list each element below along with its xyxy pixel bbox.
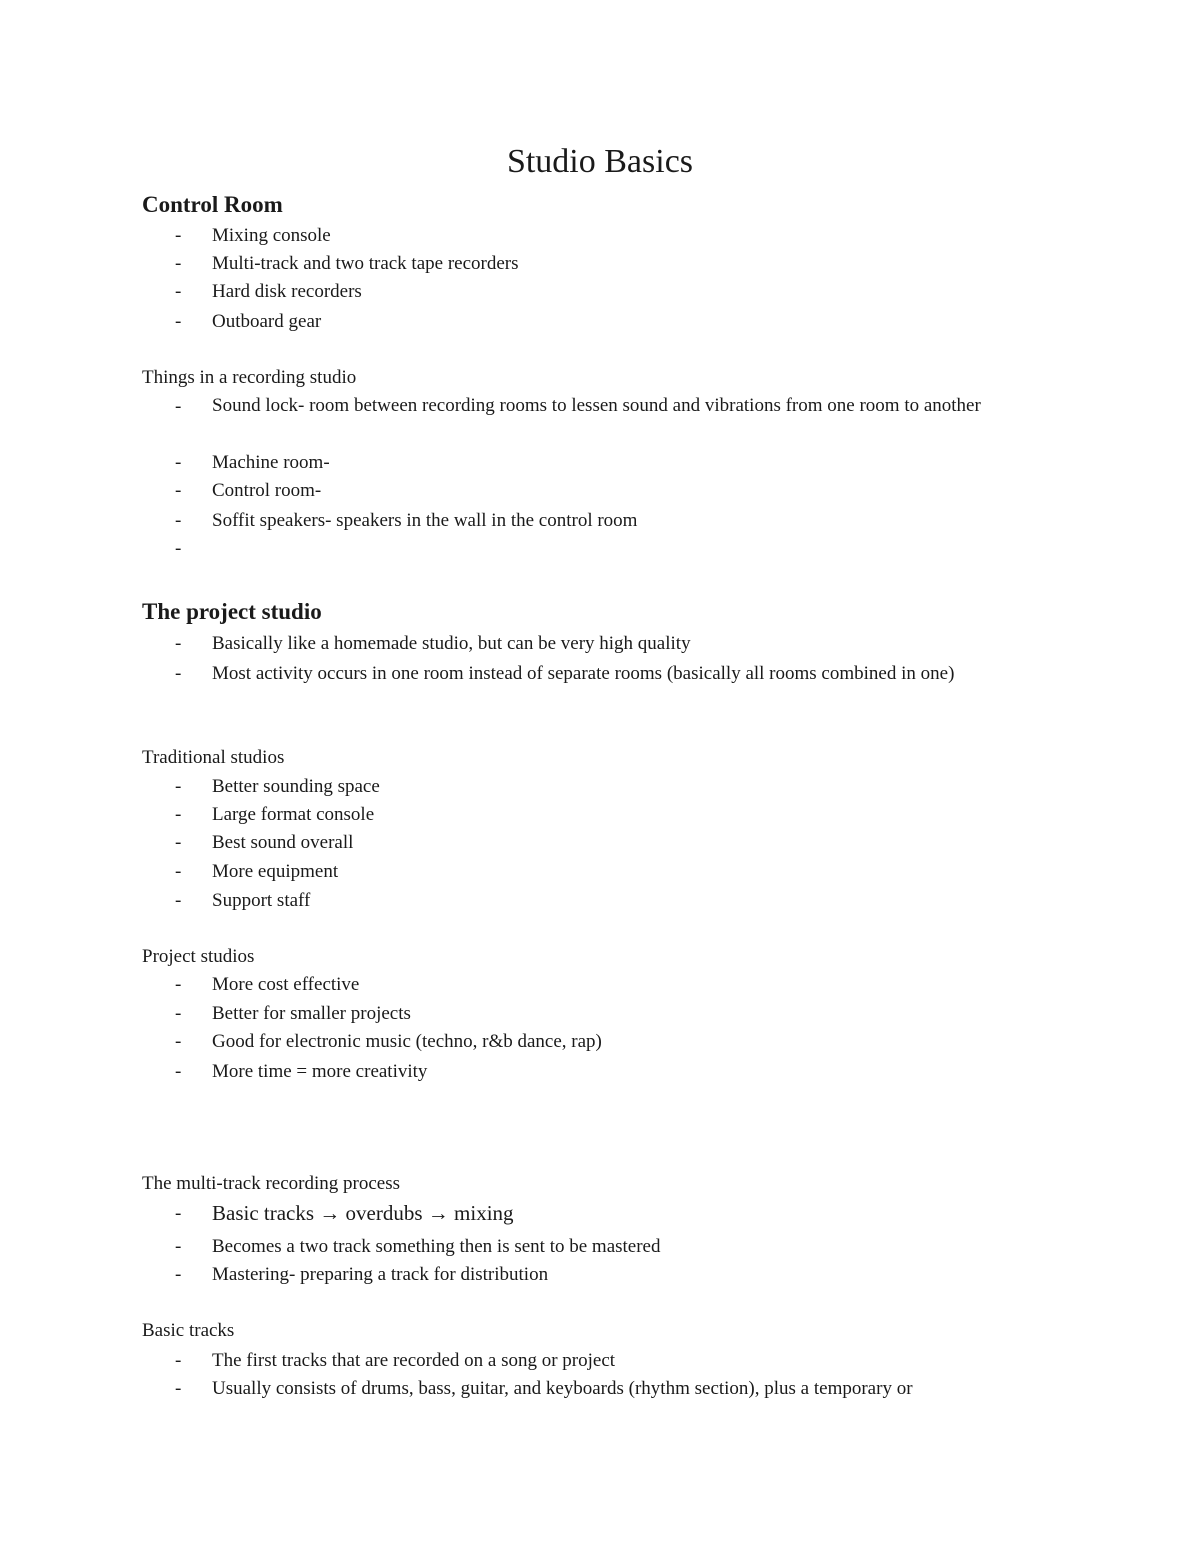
list-item: Large format console xyxy=(212,804,375,825)
bullet-dash: - xyxy=(175,832,182,853)
list-item: Mixing console xyxy=(212,225,331,246)
bullet-dash: - xyxy=(175,1236,182,1257)
list-item: Better sounding space xyxy=(212,776,380,797)
list-item: More time = more creativity xyxy=(212,1061,428,1082)
bullet-dash: - xyxy=(175,396,182,417)
bullet-dash: - xyxy=(175,1350,182,1371)
list-item: The first tracks that are recorded on a song or project xyxy=(212,1350,616,1371)
bullet-dash: - xyxy=(175,538,182,559)
list-item: Machine room- xyxy=(212,452,330,473)
list-item: Soffit speakers- speakers in the wall in the control room xyxy=(212,510,638,531)
bullet-dash: - xyxy=(175,311,182,332)
bullet-dash: - xyxy=(175,1003,182,1024)
list-item: Best sound overall xyxy=(212,832,354,853)
list-item: More equipment xyxy=(212,861,339,882)
list-item: Becomes a two track something then is sent to be mastered xyxy=(212,1236,661,1257)
list-item: Basically like a homemade studio, but can be very high quality xyxy=(212,633,691,654)
list-item: More cost effective xyxy=(212,974,360,995)
list-item: Hard disk recorders xyxy=(212,281,362,302)
list-item: Mastering- preparing a track for distribution xyxy=(212,1264,549,1285)
bullet-dash: - xyxy=(175,1264,182,1285)
list-item: Support staff xyxy=(212,890,311,911)
list-item: Basic tracks → overdubs → mixing xyxy=(212,1201,514,1225)
list-item: Better for smaller projects xyxy=(212,1003,411,1024)
section-label-project-studios: Project studios xyxy=(142,946,255,967)
section-label-multitrack-process: The multi-track recording process xyxy=(142,1173,400,1194)
bullet-dash: - xyxy=(175,480,182,501)
list-item: Multi-track and two track tape recorders xyxy=(212,253,519,274)
list-item: Control room- xyxy=(212,480,322,501)
section-label-basic-tracks: Basic tracks xyxy=(142,1320,235,1341)
section-label-things-in-studio: Things in a recording studio xyxy=(142,367,357,388)
bullet-dash: - xyxy=(175,804,182,825)
page-title: Studio Basics xyxy=(506,143,694,180)
bullet-dash: - xyxy=(175,510,182,531)
bullet-dash: - xyxy=(175,452,182,473)
bullet-dash: - xyxy=(175,890,182,911)
list-item: Good for electronic music (techno, r&b dance, rap) xyxy=(212,1031,602,1052)
bullet-dash: - xyxy=(175,253,182,274)
list-item: Usually consists of drums, bass, guitar, and keyboards (rhythm section), plus a temporary or xyxy=(212,1378,913,1399)
section-heading-control-room: Control Room xyxy=(142,192,283,217)
section-heading-project-studio: The project studio xyxy=(142,599,322,624)
bullet-dash: - xyxy=(175,225,182,246)
bullet-dash: - xyxy=(175,633,182,654)
bullet-dash: - xyxy=(175,281,182,302)
list-item: Sound lock- room between recording rooms to lessen sound and vibrations from one room to another xyxy=(212,395,981,416)
list-item: Most activity occurs in one room instead of separate rooms (basically all rooms combined in one) xyxy=(212,663,955,684)
bullet-dash: - xyxy=(175,663,182,684)
bullet-dash: - xyxy=(175,974,182,995)
bullet-dash: - xyxy=(175,1203,182,1224)
bullet-dash: - xyxy=(175,861,182,882)
section-label-traditional-studios: Traditional studios xyxy=(142,747,285,768)
bullet-dash: - xyxy=(175,1031,182,1052)
bullet-dash: - xyxy=(175,1378,182,1399)
bullet-dash: - xyxy=(175,776,182,797)
bullet-dash: - xyxy=(175,1061,182,1082)
list-item: Outboard gear xyxy=(212,311,322,332)
